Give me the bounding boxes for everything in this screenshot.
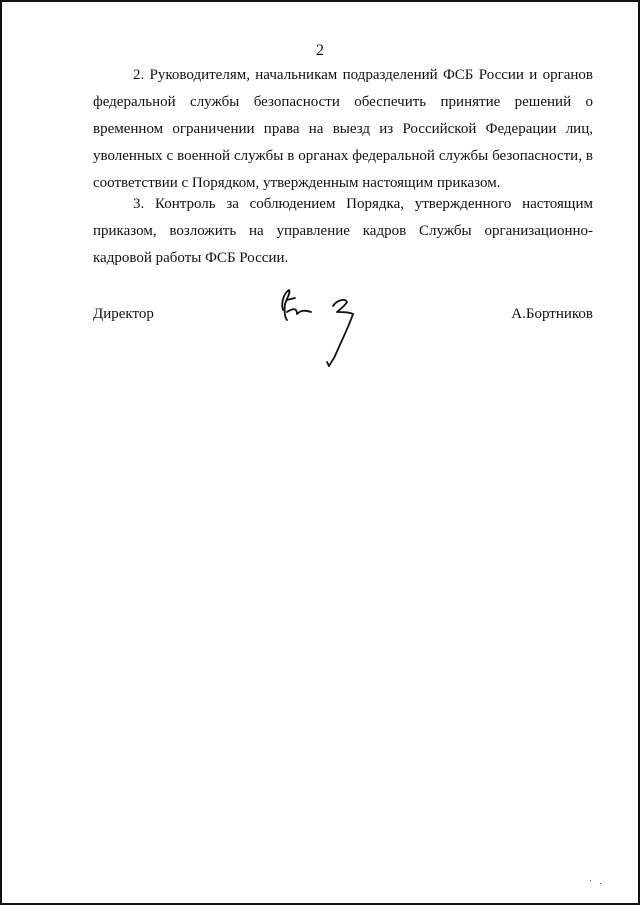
scan-speck — [600, 883, 601, 884]
scan-edge-left — [0, 0, 2, 905]
signatory-title: Директор — [93, 306, 154, 322]
page-number: 2 — [316, 42, 324, 59]
scan-speck — [590, 880, 591, 881]
paragraph-3: 3. Контроль за соблюдением Порядка, утвержденного настоящим приказом, возложить на управление кадров Службы организационно-кадровой работы ФСБ России. — [93, 196, 593, 266]
handwritten-signature — [275, 282, 375, 372]
scan-edge-top — [0, 0, 640, 2]
paragraph-2: 2. Руководителям, начальникам подразделений ФСБ России и органов федеральной службы безопасности обеспечить принятие решений о временном ограничении права на выезд из Российской Федерации лиц, уволенных с военной службы в органах федеральной службы безопасности, в соответствии с Порядком, утвержденным настоящим приказом. — [93, 67, 593, 191]
signatory-name: А.Бортников — [511, 306, 593, 322]
